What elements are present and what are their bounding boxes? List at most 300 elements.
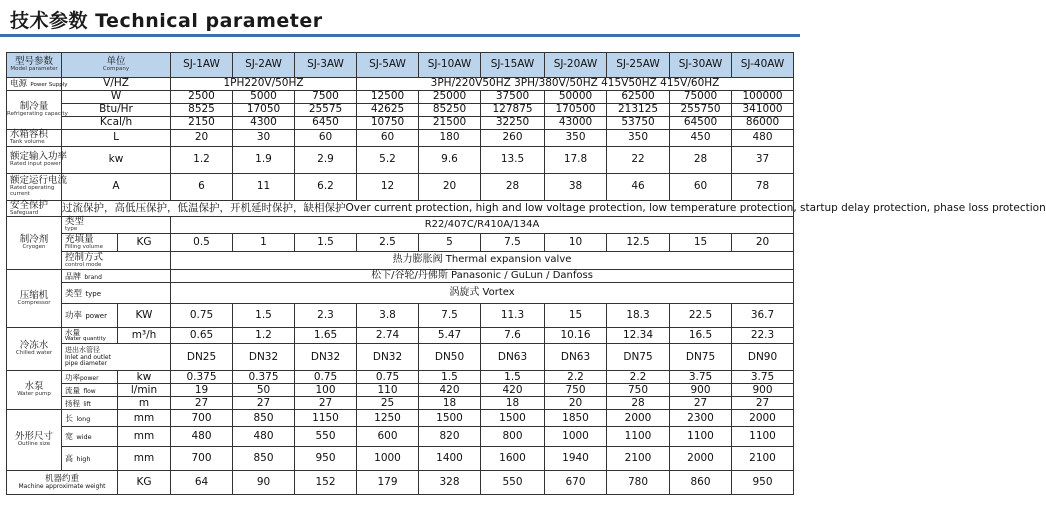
rated-current-value: 38 <box>545 173 607 200</box>
safety-zh: 安全保护 <box>10 199 49 211</box>
pump-power-value: 0.75 <box>295 371 357 384</box>
weight-value: 328 <box>419 471 481 495</box>
outline-height-value: 2000 <box>670 447 732 471</box>
compressor-brand-zh: 品牌 <box>65 271 81 281</box>
cryogen-en: Cryogen <box>22 244 46 251</box>
compressor-power-value: 11.3 <box>481 304 545 328</box>
rated-current-value: 60 <box>670 173 732 200</box>
power-single-phase: 1PH220V/50HZ <box>171 78 357 91</box>
model-header: SJ-40AW <box>732 53 794 78</box>
rated-current-row <box>7 173 794 200</box>
pump-power-unit: kw <box>118 371 171 384</box>
chilled-pipe-value: DN75 <box>607 344 670 371</box>
refrig-value: 42625 <box>357 104 419 117</box>
refrig-value: 213125 <box>607 104 670 117</box>
pump-lift-row <box>7 397 794 410</box>
chilled-qty-value: 1.2 <box>233 328 295 344</box>
chilled-pipe-value: DN32 <box>233 344 295 371</box>
rated-input-value: 1.2 <box>171 146 233 173</box>
model-header: SJ-30AW <box>670 53 732 78</box>
spec-table <box>6 52 1046 495</box>
cryogen-fill-value: 1.5 <box>295 234 357 252</box>
pump-zh: 水泵 <box>24 381 44 393</box>
chilled-qty-value: 1.65 <box>295 328 357 344</box>
pump-lift-value: 18 <box>481 397 545 410</box>
pump-lift-label <box>62 397 118 410</box>
tank-row <box>7 130 794 147</box>
model-header: SJ-10AW <box>419 53 481 78</box>
cryogen-type-row <box>7 217 794 234</box>
cryogen-fill-unit: KG <box>118 234 171 252</box>
tank-en: Tank volume <box>10 138 45 145</box>
rated-input-value: 22 <box>607 146 670 173</box>
safety-row <box>7 200 794 217</box>
pump-power-zh: 功率 <box>65 372 80 382</box>
outline-width-value: 1100 <box>732 427 794 447</box>
rated-input-unit: kw <box>62 146 171 173</box>
model-param-zh: 型号参数 <box>14 56 53 68</box>
chilled-pipe-value: DN75 <box>670 344 732 371</box>
model-header: SJ-1AW <box>171 53 233 78</box>
chilled-pipe-value: DN90 <box>732 344 794 371</box>
outline-width-value: 550 <box>295 427 357 447</box>
refrig-row <box>7 117 794 130</box>
pump-lift-value: 27 <box>732 397 794 410</box>
tank-value: 60 <box>357 130 419 147</box>
cryogen-type-label <box>62 217 171 234</box>
outline-width-value: 600 <box>357 427 419 447</box>
outline-height-value: 1400 <box>419 447 481 471</box>
compressor-power-row <box>7 304 794 328</box>
cryogen-fill-en: Filling volume <box>65 243 103 250</box>
compressor-power-label <box>62 304 118 328</box>
chilled-label <box>7 328 62 371</box>
cryogen-fill-value: 5 <box>419 234 481 252</box>
model-param-en: Model parameter <box>10 66 58 73</box>
outline-length-en: long <box>76 414 91 423</box>
compressor-label <box>7 270 62 328</box>
refrig-value: 25575 <box>295 104 357 117</box>
weight-zh: 机器约重 <box>44 474 79 485</box>
outline-height-value: 950 <box>295 447 357 471</box>
cryogen-fill-value: 2.5 <box>357 234 419 252</box>
outline-height-value: 1940 <box>545 447 607 471</box>
pump-power-value: 3.75 <box>732 371 794 384</box>
refrig-unit: Kcal/h <box>62 117 171 130</box>
refrig-value: 5000 <box>233 91 295 104</box>
outline-height-zh: 高 <box>65 454 73 464</box>
refrig-value: 4300 <box>233 117 295 130</box>
outline-length-value: 1500 <box>419 410 481 427</box>
model-header: SJ-2AW <box>233 53 295 78</box>
pump-lift-unit: m <box>118 397 171 410</box>
tank-value: 260 <box>481 130 545 147</box>
rated-current-label <box>7 173 68 200</box>
power-en: Power Supply <box>30 82 68 89</box>
model-header: SJ-15AW <box>481 53 545 78</box>
chilled-qty-value: 16.5 <box>670 328 732 344</box>
page-title: 技术参数 Technical parameter <box>10 10 323 32</box>
compressor-type-label <box>62 283 171 304</box>
unit-header-en: Company <box>102 66 130 73</box>
pump-flow-label <box>62 384 118 397</box>
pump-flow-value: 420 <box>419 384 481 397</box>
rated-current-value: 11 <box>233 173 295 200</box>
outline-height-value: 1000 <box>357 447 419 471</box>
chilled-pipe-zh: 进出水管径 <box>65 346 100 355</box>
rated-current-zh: 额定运行电流 <box>10 174 68 186</box>
power-row <box>7 78 794 91</box>
rated-current-value: 6 <box>171 173 233 200</box>
rated-input-row <box>7 146 794 173</box>
pump-en: Water pump <box>17 391 51 398</box>
pump-power-row <box>7 371 794 384</box>
tank-value: 60 <box>295 130 357 147</box>
cryogen-control-row <box>7 252 794 270</box>
refrig-value: 8525 <box>171 104 233 117</box>
outline-width-row <box>7 427 794 447</box>
outline-height-value: 850 <box>233 447 295 471</box>
outline-height-value: 2100 <box>607 447 670 471</box>
outline-width-value: 480 <box>171 427 233 447</box>
rated-current-value: 6.2 <box>295 173 357 200</box>
compressor-power-zh: 功率 <box>65 311 83 322</box>
outline-height-row <box>7 447 794 471</box>
model-header: SJ-5AW <box>357 53 419 78</box>
outline-width-unit: mm <box>118 427 171 447</box>
rated-input-value: 37 <box>732 146 794 173</box>
outline-height-label <box>62 447 118 471</box>
chilled-qty-en: Water quantity <box>65 335 106 342</box>
outline-length-value: 2300 <box>670 410 732 427</box>
pump-lift-value: 20 <box>545 397 607 410</box>
refrig-value: 50000 <box>545 91 607 104</box>
refrig-value: 21500 <box>419 117 481 130</box>
rated-input-en: Rated input power <box>10 160 61 167</box>
power-unit: V/HZ <box>62 78 171 91</box>
rated-input-value: 5.2 <box>357 146 419 173</box>
cryogen-type-zh: 类型 <box>65 216 85 228</box>
weight-value: 152 <box>295 471 357 495</box>
cryogen-fill-value: 15 <box>670 234 732 252</box>
cryogen-control-value: 热力膨胀阀 Thermal expansion valve <box>171 252 794 270</box>
refrig-value: 75000 <box>670 91 732 104</box>
outline-width-value: 820 <box>419 427 481 447</box>
outline-length-value: 850 <box>233 410 295 427</box>
weight-value: 860 <box>670 471 732 495</box>
outline-height-unit: mm <box>118 447 171 471</box>
outline-length-value: 1150 <box>295 410 357 427</box>
cryogen-fill-row <box>7 234 794 252</box>
cryogen-label <box>7 217 62 270</box>
refrig-en: Refrigerating capacity <box>7 111 68 118</box>
outline-width-value: 1000 <box>545 427 607 447</box>
pump-lift-value: 25 <box>357 397 419 410</box>
pump-lift-value: 27 <box>171 397 233 410</box>
pump-lift-value: 27 <box>670 397 732 410</box>
refrig-value: 64500 <box>670 117 732 130</box>
outline-label <box>7 410 62 471</box>
cryogen-fill-value: 7.5 <box>481 234 545 252</box>
cryogen-fill-value: 12.5 <box>607 234 670 252</box>
compressor-type-row <box>7 283 794 304</box>
refrig-value: 6450 <box>295 117 357 130</box>
pump-lift-value: 27 <box>295 397 357 410</box>
compressor-power-value: 15 <box>545 304 607 328</box>
refrig-value: 12500 <box>357 91 419 104</box>
weight-value: 670 <box>545 471 607 495</box>
outline-height-value: 700 <box>171 447 233 471</box>
pump-flow-row <box>7 384 794 397</box>
tank-zh: 水箱容积 <box>10 129 49 140</box>
pump-flow-value: 750 <box>545 384 607 397</box>
rated-current-unit: A <box>62 173 171 200</box>
outline-width-label <box>62 427 118 447</box>
pump-flow-value: 50 <box>233 384 295 397</box>
cryogen-zh: 制冷剂 <box>19 234 49 246</box>
refrig-row <box>7 91 794 104</box>
weight-value: 179 <box>357 471 419 495</box>
model-param-cell <box>7 53 62 78</box>
pump-flow-en: flow <box>83 387 96 395</box>
chilled-pipe-en1: Inlet and outlet <box>65 353 111 361</box>
refrig-value: 127875 <box>481 104 545 117</box>
chilled-pipe-value: DN25 <box>171 344 233 371</box>
outline-length-zh: 长 <box>65 413 73 423</box>
refrig-value: 85250 <box>419 104 481 117</box>
model-header: SJ-25AW <box>607 53 670 78</box>
weight-en: Machine approximate weight <box>18 483 106 491</box>
chilled-pipe-value: DN50 <box>419 344 481 371</box>
refrig-value: 170500 <box>545 104 607 117</box>
chilled-pipe-label <box>62 344 171 371</box>
rated-input-value: 13.5 <box>481 146 545 173</box>
refrig-value: 100000 <box>732 91 794 104</box>
header-rule <box>0 34 800 37</box>
model-header: SJ-20AW <box>545 53 607 78</box>
cryogen-fill-value: 10 <box>545 234 607 252</box>
chilled-qty-value: 12.34 <box>607 328 670 344</box>
weight-row <box>7 471 794 495</box>
pump-flow-value: 110 <box>357 384 419 397</box>
safety-label <box>7 200 62 217</box>
outline-height-value: 2100 <box>732 447 794 471</box>
pump-power-value: 1.5 <box>419 371 481 384</box>
header-row <box>7 53 794 78</box>
refrig-value: 255750 <box>670 104 732 117</box>
tank-value: 350 <box>545 130 607 147</box>
pump-label <box>7 371 62 410</box>
refrig-unit: W <box>62 91 171 104</box>
outline-width-value: 480 <box>233 427 295 447</box>
chilled-qty-value: 7.6 <box>481 328 545 344</box>
tank-value: 180 <box>419 130 481 147</box>
refrig-value: 17050 <box>233 104 295 117</box>
refrig-value: 7500 <box>295 91 357 104</box>
outline-length-value: 700 <box>171 410 233 427</box>
outline-length-value: 2000 <box>607 410 670 427</box>
chilled-pipe-value: DN63 <box>481 344 545 371</box>
unit-header-cell <box>62 53 171 78</box>
refrig-zh: 制冷量 <box>19 101 49 113</box>
rated-current-value: 28 <box>481 173 545 200</box>
cryogen-type-value: R22/407C/R410A/134A <box>171 217 794 234</box>
weight-value: 780 <box>607 471 670 495</box>
tank-value: 350 <box>607 130 670 147</box>
refrig-unit: Btu/Hr <box>62 104 171 117</box>
pump-lift-value: 27 <box>233 397 295 410</box>
pump-flow-value: 750 <box>607 384 670 397</box>
weight-value: 950 <box>732 471 794 495</box>
outline-en: Outline size <box>17 441 51 448</box>
pump-flow-value: 19 <box>171 384 233 397</box>
outline-height-value: 1600 <box>481 447 545 471</box>
outline-length-unit: mm <box>118 410 171 427</box>
chilled-qty-unit: m³/h <box>118 328 171 344</box>
compressor-brand-row <box>7 270 794 283</box>
rated-current-en: Rated operating current <box>10 184 55 197</box>
chilled-qty-value: 2.74 <box>357 328 419 344</box>
unit-header-zh: 单位 <box>106 56 126 68</box>
refrig-value: 2500 <box>171 91 233 104</box>
compressor-zh: 压缩机 <box>19 289 49 301</box>
compressor-type-value: 涡旋式 Vortex <box>171 283 794 304</box>
outline-length-label <box>62 410 118 427</box>
outline-length-value: 2000 <box>732 410 794 427</box>
rated-input-value: 9.6 <box>419 146 481 173</box>
outline-length-value: 1850 <box>545 410 607 427</box>
chilled-pipe-value: DN63 <box>545 344 607 371</box>
pump-power-value: 2.2 <box>545 371 607 384</box>
safety-en: Safeguard <box>10 209 39 216</box>
power-label <box>7 78 68 91</box>
weight-value: 64 <box>171 471 233 495</box>
pump-flow-value: 900 <box>670 384 732 397</box>
outline-zh: 外形尺寸 <box>14 431 53 443</box>
refrig-value: 2150 <box>171 117 233 130</box>
chilled-en: Chilled water <box>15 350 53 357</box>
compressor-power-value: 22.5 <box>670 304 732 328</box>
pump-power-en: power <box>80 374 99 382</box>
compressor-power-value: 2.3 <box>295 304 357 328</box>
cryogen-fill-value: 1 <box>233 234 295 252</box>
pump-power-label <box>62 371 118 384</box>
pump-power-value: 0.375 <box>171 371 233 384</box>
compressor-power-value: 18.3 <box>607 304 670 328</box>
rated-input-value: 2.9 <box>295 146 357 173</box>
pump-lift-zh: 扬程 <box>65 398 80 408</box>
pump-power-value: 0.75 <box>357 371 419 384</box>
weight-value: 90 <box>233 471 295 495</box>
weight-unit: KG <box>118 471 171 495</box>
pump-flow-value: 420 <box>481 384 545 397</box>
cryogen-fill-value: 0.5 <box>171 234 233 252</box>
rated-current-value: 46 <box>607 173 670 200</box>
pump-flow-value: 900 <box>732 384 794 397</box>
rated-input-value: 1.9 <box>233 146 295 173</box>
compressor-type-zh: 类型 <box>65 288 83 299</box>
safety-text: 过流保护，高低压保护，低温保护，开机延时保护，缺相保护Over current protection, high and low voltage protection, low temperature protection, startup delay protection, phase loss protection <box>62 200 794 217</box>
model-header: SJ-3AW <box>295 53 357 78</box>
outline-height-en: high <box>76 455 91 464</box>
cryogen-control-en: control mode <box>65 261 102 268</box>
chilled-pipe-value: DN32 <box>357 344 419 371</box>
power-three-phase: 3PH/220V50HZ 3PH/380V/50HZ 415V50HZ 415V/60HZ <box>357 78 794 91</box>
chilled-qty-label <box>62 328 118 344</box>
chilled-qty-value: 5.47 <box>419 328 481 344</box>
cryogen-fill-zh: 充填量 <box>65 233 94 245</box>
rated-input-label <box>7 146 68 173</box>
compressor-power-value: 3.8 <box>357 304 419 328</box>
refrig-value: 43000 <box>545 117 607 130</box>
tank-value: 30 <box>233 130 295 147</box>
chilled-qty-row <box>7 328 794 344</box>
weight-value: 550 <box>481 471 545 495</box>
chilled-qty-value: 0.65 <box>171 328 233 344</box>
tank-value: 450 <box>670 130 732 147</box>
chilled-pipe-en2: pipe diameter <box>65 359 108 367</box>
refrig-value: 53750 <box>607 117 670 130</box>
compressor-brand-value: 松下/谷轮/丹佛斯 Panasonic / GuLun / Danfoss <box>171 270 794 283</box>
outline-width-zh: 宽 <box>65 432 73 442</box>
pump-lift-value: 18 <box>419 397 481 410</box>
compressor-power-unit: KW <box>118 304 171 328</box>
cryogen-control-zh: 控制方式 <box>65 251 104 263</box>
pump-flow-zh: 流量 <box>65 385 80 395</box>
pump-flow-value: 100 <box>295 384 357 397</box>
cryogen-fill-value: 20 <box>732 234 794 252</box>
compressor-power-en: power <box>85 312 107 321</box>
power-zh: 电源 <box>10 79 28 90</box>
tank-value: 480 <box>732 130 794 147</box>
refrig-label <box>7 91 68 130</box>
cryogen-control-label <box>62 252 171 270</box>
refrig-value: 37500 <box>481 91 545 104</box>
pump-power-value: 0.375 <box>233 371 295 384</box>
compressor-brand-en: brand <box>84 273 102 281</box>
refrig-value: 25000 <box>419 91 481 104</box>
outline-width-value: 1100 <box>607 427 670 447</box>
outline-length-value: 1500 <box>481 410 545 427</box>
chilled-qty-value: 10.16 <box>545 328 607 344</box>
refrig-value: 341000 <box>732 104 794 117</box>
outline-length-value: 1250 <box>357 410 419 427</box>
pump-lift-en: lift <box>83 400 92 408</box>
rated-current-value: 78 <box>732 173 794 200</box>
refrig-value: 62500 <box>607 91 670 104</box>
pump-power-value: 2.2 <box>607 371 670 384</box>
pump-flow-unit: l/min <box>118 384 171 397</box>
chilled-qty-zh: 水量 <box>65 327 80 337</box>
rated-input-zh: 额定输入功率 <box>10 150 68 162</box>
pump-power-value: 3.75 <box>670 371 732 384</box>
tank-unit: L <box>62 130 171 147</box>
outline-width-value: 1100 <box>670 427 732 447</box>
refrig-row <box>7 104 794 117</box>
compressor-power-value: 1.5 <box>233 304 295 328</box>
refrig-value: 10750 <box>357 117 419 130</box>
compressor-type-en: type <box>85 289 101 298</box>
chilled-qty-value: 22.3 <box>732 328 794 344</box>
chilled-pipe-value: DN32 <box>295 344 357 371</box>
rated-input-value: 17.8 <box>545 146 607 173</box>
rated-current-value: 20 <box>419 173 481 200</box>
rated-current-value: 12 <box>357 173 419 200</box>
outline-width-value: 800 <box>481 427 545 447</box>
outline-width-en: wide <box>76 433 92 442</box>
compressor-brand-label <box>62 270 171 283</box>
refrig-value: 32250 <box>481 117 545 130</box>
